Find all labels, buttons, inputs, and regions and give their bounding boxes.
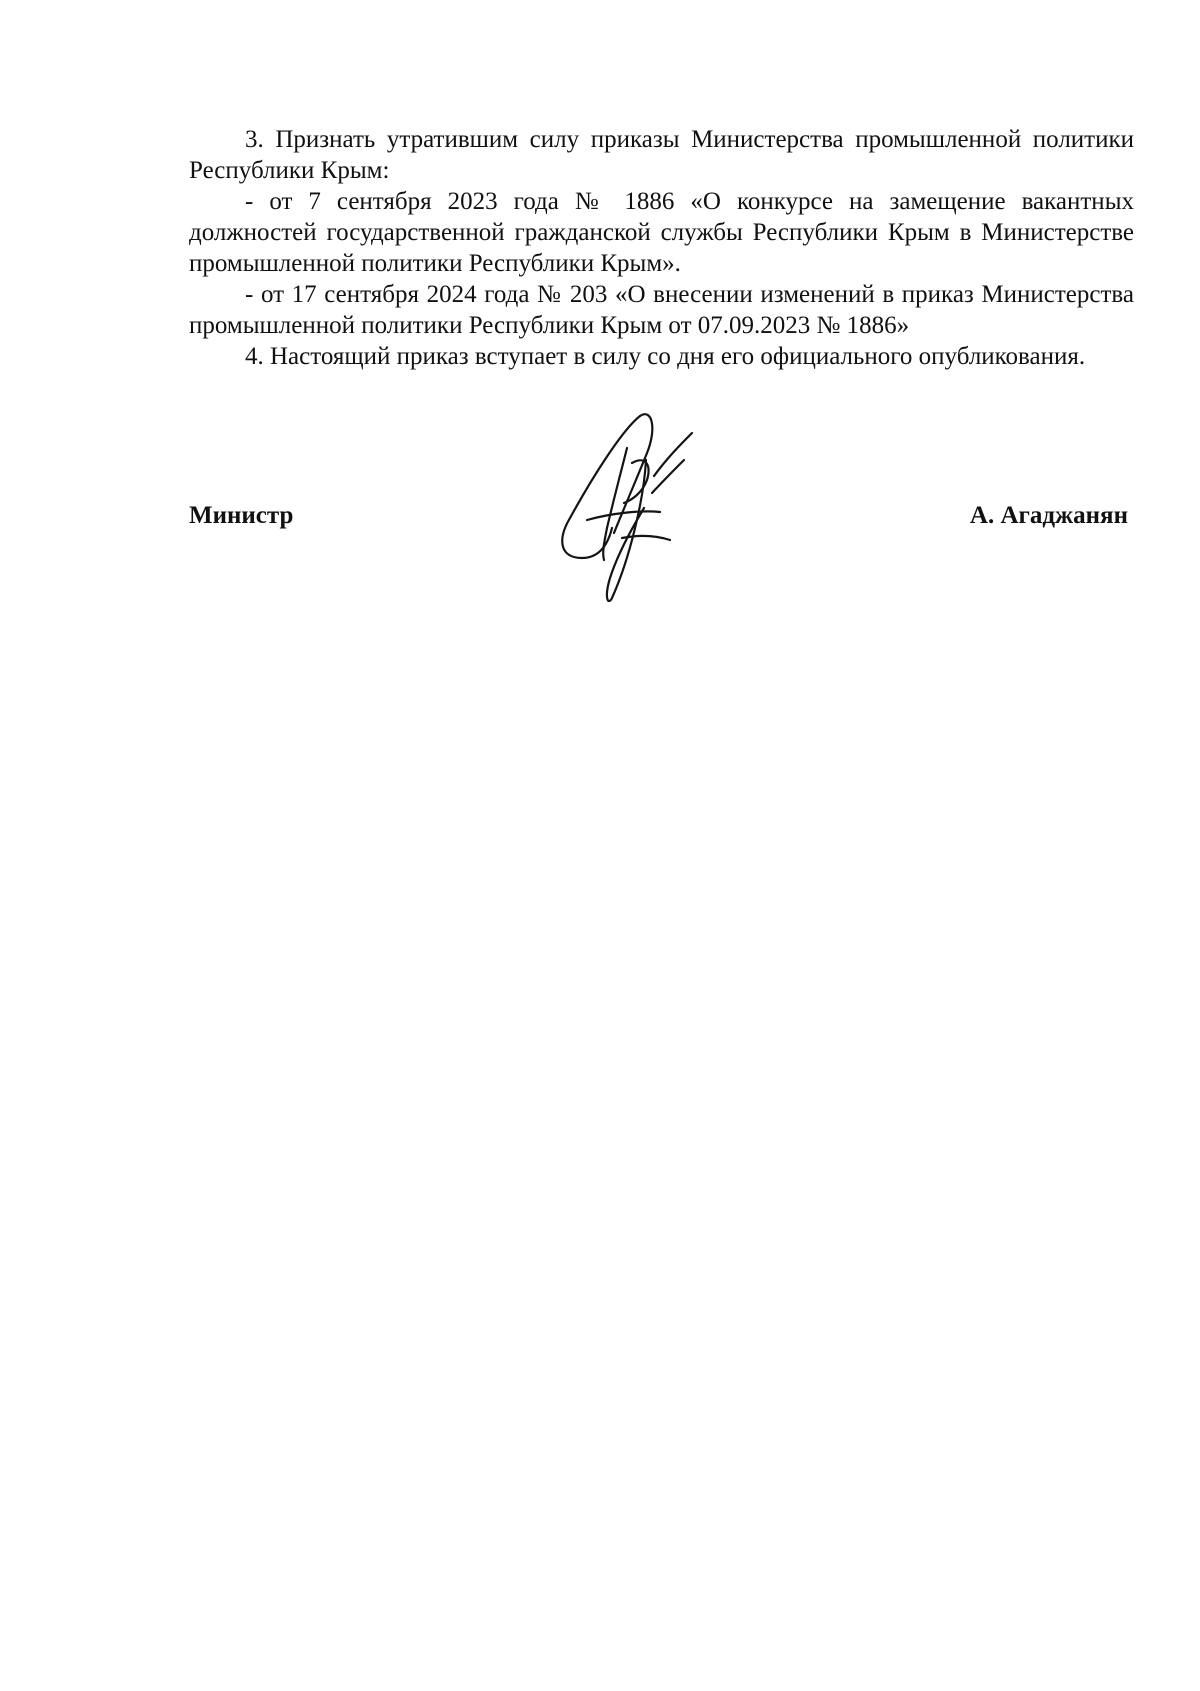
signatory-title: Министр	[189, 502, 294, 529]
paragraph-order-203: - от 17 сентября 2024 года № 203 «О внесении изменений в приказ Министерства промышленной политики Республики Крым от 07.09.2023 № 1886»	[189, 281, 1134, 339]
paragraph-3-revoke-orders: 3. Признать утратившим силу приказы Министерства промышленной политики Республики Крым:	[189, 126, 1134, 184]
paragraph-order-1886: - от 7 сентября 2023 года № 1886 «О конкурсе на замещение вакантных должностей государственной гражданской службы Республики Крым в Министерстве промышленной политики Республики Крым».	[189, 188, 1134, 277]
paragraph-4-effective-date: 4. Настоящий приказ вступает в силу со дня его официального опубликования.	[245, 343, 1086, 370]
document-body	[189, 124, 1134, 372]
handwritten-signature-icon	[552, 408, 702, 603]
signatory-name: А. Агаджанян	[969, 502, 1128, 529]
